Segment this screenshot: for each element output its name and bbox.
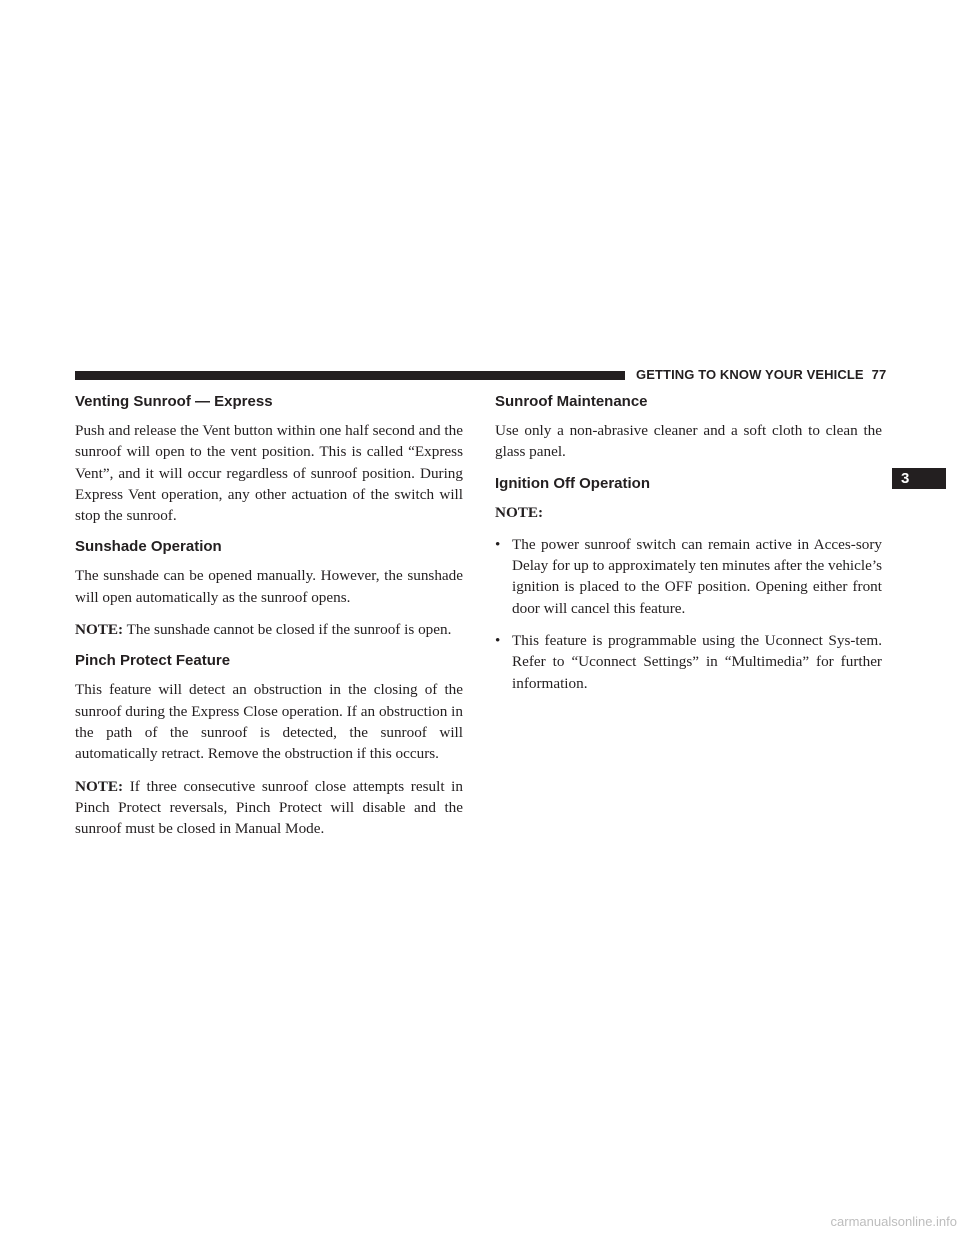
running-header <box>636 366 885 384</box>
page-number: 77 <box>871 367 887 382</box>
heading-venting-sunroof: Venting Sunroof — Express <box>75 393 273 410</box>
bullet-dot: • <box>495 535 501 553</box>
paragraph-sunshade-operation: The sunshade can be opened manually. However, the sunshade will open automatically as the sunroof opens. <box>75 567 463 606</box>
heading-ignition-off: Ignition Off Operation <box>495 474 650 492</box>
bullet-dot: • <box>495 632 501 650</box>
bullet-item <box>495 534 882 619</box>
paragraph-pinch-protect: This feature will detect an obstruction in the closing of the sunroof during the Express Close operation. If an obstruction in the path of the sunroof is detected, the sunroof will automatically retract. Remove the obstruction if this occurs. <box>75 681 463 763</box>
note-text: If three consecutive sunroof close attempts result in Pinch Protect reversals, Pinch Protect will disable and the sunroof must be closed in Manual Mode. <box>75 777 463 838</box>
header-title: GETTING TO KNOW YOUR VEHICLE <box>636 367 864 382</box>
paragraph-venting-sunroof: Push and release the Vent button within one half second and the sunroof will open to the vent position. This is called “Express Vent”, and it will occur regardless of sunroof position. During Express Vent operation, any other actuation of the switch will stop the sunroof. <box>75 422 463 525</box>
note-sunshade <box>75 619 463 640</box>
note-label: NOTE: <box>75 777 124 795</box>
note-text: The sunshade cannot be closed if the sunroof is open. <box>126 621 452 639</box>
header-rule <box>75 371 625 380</box>
right-column <box>495 392 882 705</box>
bullet-text: This feature is programmable using the Uconnect Sys-tem. Refer to “Uconnect Settings” in “Multimedia” for further information. <box>512 632 882 692</box>
watermark: carmanualsonline.info <box>830 1214 957 1229</box>
note-pinch-protect <box>75 776 463 840</box>
note-label: NOTE: <box>495 503 544 521</box>
bullet-text: The power sunroof switch can remain active in Acces-sory Delay for up to approximately ten minutes after the vehicle’s ignition is placed to the OFF position. Opening either front door will cancel this feature. <box>512 535 882 617</box>
chapter-tab: 3 <box>892 468 946 489</box>
note-ignition <box>495 502 882 523</box>
paragraph-sunroof-maintenance: Use only a non-abrasive cleaner and a soft cloth to clean the glass panel. <box>495 422 882 461</box>
heading-sunshade-operation: Sunshade Operation <box>75 538 222 556</box>
heading-pinch-protect: Pinch Protect Feature <box>75 652 231 670</box>
left-column <box>75 392 463 850</box>
note-label: NOTE: <box>75 621 124 639</box>
bullet-item <box>495 630 882 694</box>
heading-sunroof-maintenance: Sunroof Maintenance <box>495 393 648 410</box>
